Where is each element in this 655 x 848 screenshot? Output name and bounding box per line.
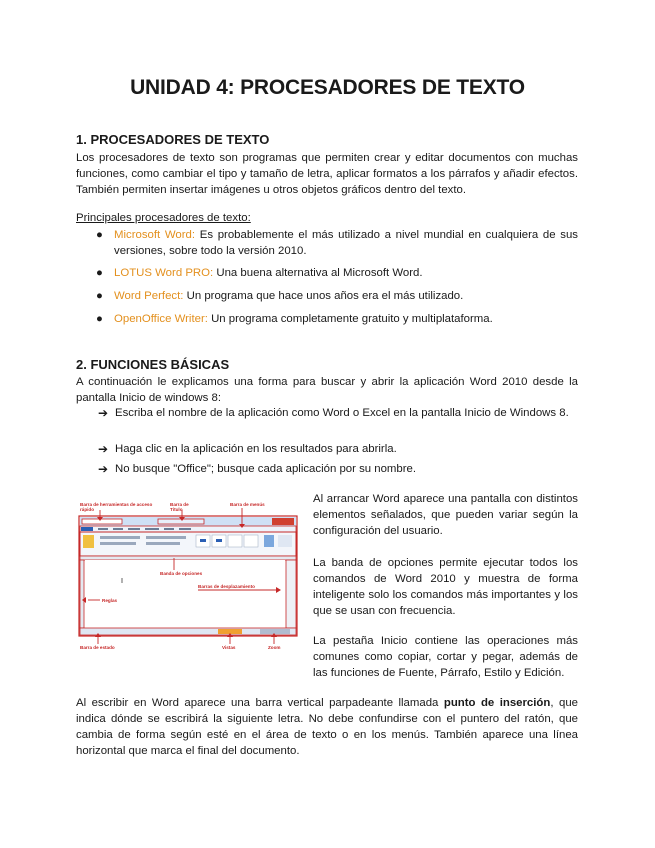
section-2-intro: A continuación le explicamos una forma para buscar y abrir la aplicación Word 2010 desde la pantalla Inicio de windows 8:: [76, 376, 578, 404]
arrow-right-icon: ➔: [98, 442, 109, 456]
closing-text-end: , que indica dónde se escribirá la siguiente letra. No debe confundirse con el puntero del ratón, que cambia de forma según esté en el área de texto o en los menús. También aparece una línea horizontal que marca el final del documento.: [76, 697, 578, 757]
side-paragraph: La pestaña Inicio contiene las operaciones más comunes como copiar, cortar y pegar, además de las funciones de Fuente, Párrafo, Estilo y Edición.: [313, 635, 578, 679]
bullet-dot-icon: ●: [96, 290, 103, 302]
label-views: Vistas: [222, 645, 236, 650]
word-screenshot-figure: [78, 498, 300, 652]
step-text: Haga clic en la aplicación en los resultados para abrirla.: [115, 443, 397, 455]
list-item: [96, 227, 578, 261]
step-text: Escriba el nombre de la aplicación como Word o Excel en la pantalla Inicio de Windows 8.: [115, 407, 569, 419]
arrow-right-icon: ➔: [98, 406, 109, 420]
list-item: [96, 311, 578, 327]
bullet-dot-icon: ●: [96, 229, 103, 241]
section-1-heading: 1. PROCESADORES DE TEXTO: [76, 132, 270, 147]
closing-paragraph: [76, 695, 578, 759]
step-item: [98, 461, 578, 477]
processor-name: LOTUS Word PRO:: [114, 267, 214, 279]
step-item: [98, 405, 578, 437]
processor-desc: Un programa completamente gratuito y multiplataforma.: [207, 313, 493, 325]
label-status-bar: Barra de estado: [80, 645, 115, 650]
section-1-intro: Los procesadores de texto son programas que permiten crear y editar documentos con muchas funciones, como cambiar el tipo y tamaño de letra, aplicar formatos a los párrafos y añadir efectos. También permiten insertar imágenes u otros objetos gráficos dentro del texto.: [76, 152, 578, 196]
processor-name: OpenOffice Writer:: [114, 313, 208, 325]
processor-desc: Un programa que hace unos años era el más utilizado.: [183, 290, 464, 302]
label-rulers: Reglas: [102, 598, 118, 603]
label-options-band: Banda de opciones: [160, 571, 203, 576]
label-scroll-bars: Barras de desplazamiento: [198, 584, 255, 589]
list-title: Principales procesadores de texto:: [76, 212, 251, 224]
processor-desc: Es probablemente el más utilizado a nivel mundial en cualquiera de sus versiones, sobre todo la versión 2010.: [114, 229, 578, 257]
insertion-point-term: punto de inserción: [443, 697, 551, 709]
bullet-dot-icon: ●: [96, 313, 103, 325]
closing-text-start: Al escribir en Word aparece una barra vertical parpadeante llamada: [76, 697, 444, 709]
bullet-dot-icon: ●: [96, 267, 103, 279]
step-text: No busque "Office"; busque cada aplicación por su nombre.: [115, 463, 417, 475]
processor-name: Microsoft Word:: [114, 229, 196, 241]
processor-desc: Una buena alternativa al Microsoft Word.: [213, 267, 423, 279]
list-item: [96, 265, 578, 281]
label-quick-access: Barra de herramientas de acceso rápido: [80, 502, 153, 512]
section-2-heading: 2. FUNCIONES BÁSICAS: [76, 357, 230, 372]
page-title: UNIDAD 4: PROCESADORES DE TEXTO: [130, 76, 525, 99]
processor-name: Word Perfect:: [114, 290, 184, 302]
side-paragraph: Al arrancar Word aparece una pantalla con distintos elementos señalados, que pueden variar según la configuración del usuario.: [313, 493, 578, 537]
label-title-bar: Barra de Título: [170, 502, 189, 512]
label-zoom: Zoom: [268, 645, 281, 650]
step-item: [98, 441, 578, 457]
side-paragraph: La banda de opciones permite ejecutar todos los comandos de Word 2010 y muestra de forma inteligente solo los comandos más importantes y los que se usan con frecuencia.: [313, 557, 578, 617]
label-menu-bar: Barra de menús: [230, 502, 265, 507]
list-item: [96, 288, 578, 304]
arrow-right-icon: ➔: [98, 462, 109, 476]
